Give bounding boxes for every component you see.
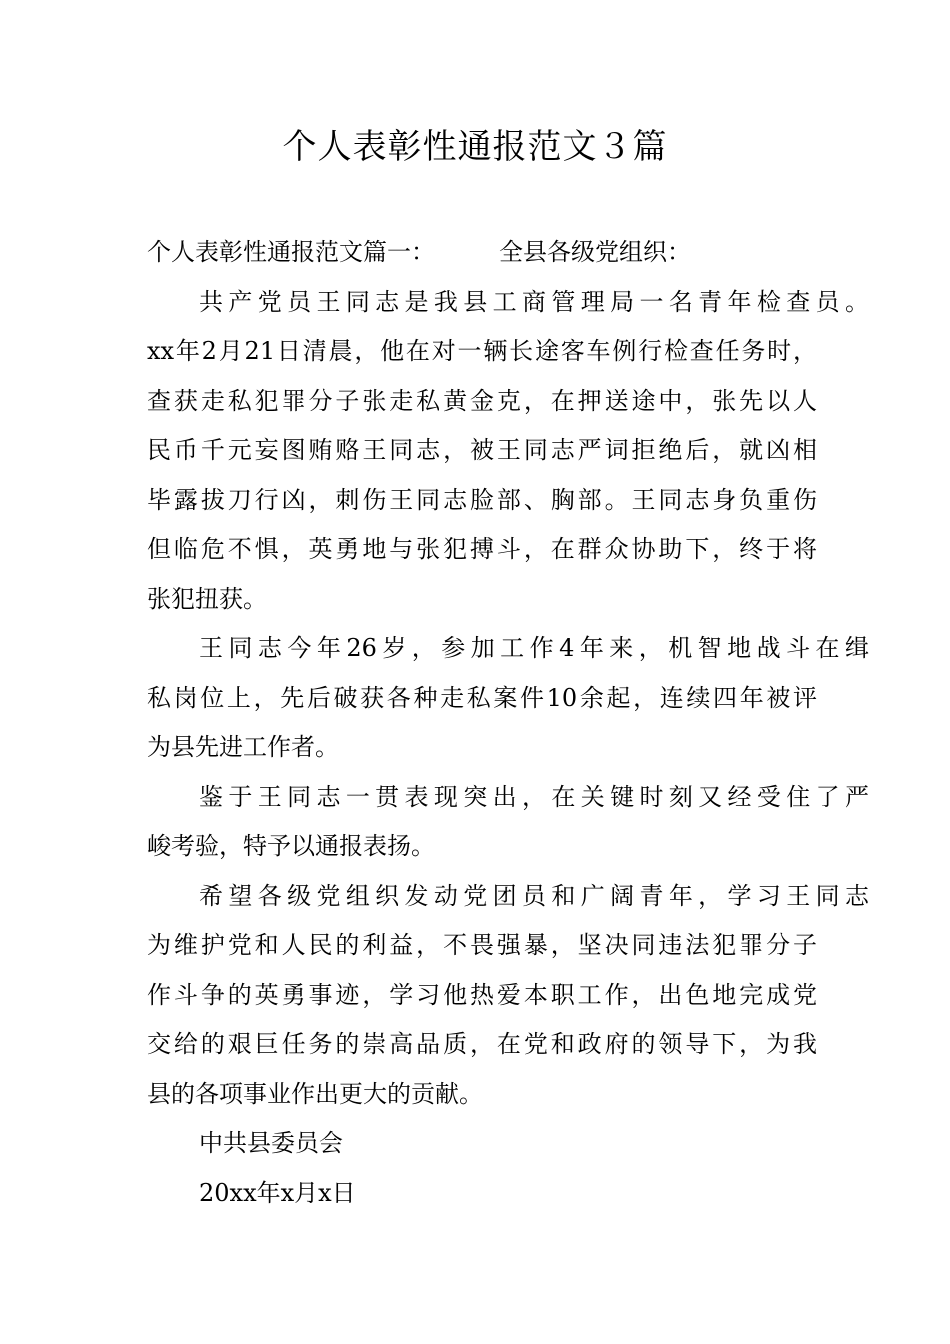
paragraph-1-line-2: xx年2月21日清晨，他在对一辆长途客车例行检查任务时， — [147, 337, 817, 365]
paragraph-4 — [147, 872, 869, 1120]
paragraph-3-line-1: 鉴于王同志一贯表现突出，在关键时刻又经受住了严 — [199, 782, 869, 811]
intro-heading: 个人表彰性通报范文篇一： — [147, 238, 435, 266]
signature-organization: 中共县委员会 — [199, 1129, 343, 1157]
intro-line — [147, 228, 817, 278]
document-title: 个人表彰性通报范文３篇 — [282, 127, 668, 167]
signature-date: 20xx年x月x日 — [199, 1178, 356, 1207]
paragraph-2 — [147, 624, 869, 773]
paragraph-4-line-5: 县的各项事业作出更大的贡献。 — [147, 1079, 483, 1108]
paragraph-2-line-1: 王同志今年26岁，参加工作4年来，机智地战斗在缉 — [199, 634, 869, 662]
document-body — [147, 228, 869, 1218]
paragraph-3 — [147, 773, 869, 872]
paragraph-1-line-1: 共产党员王同志是我县工商管理局一名青年检查员。 — [199, 287, 869, 316]
paragraph-3-line-2: 峻考验，特予以通报表扬。 — [147, 832, 435, 860]
paragraph-2-line-3: 为县先进工作者。 — [147, 733, 339, 761]
paragraph-2-line-2: 私岗位上，先后破获各种走私案件10余起，连续四年被评 — [147, 683, 817, 712]
paragraph-4-line-1: 希望各级党组织发动党团员和广阔青年，学习王同志 — [199, 881, 869, 910]
paragraph-4-line-4: 交给的艰巨任务的崇高品质，在党和政府的领导下，为我 — [147, 1030, 817, 1058]
paragraph-1-line-3: 查获走私犯罪分子张走私黄金克，在押送途中，张先以人 — [147, 386, 817, 415]
paragraph-4-line-3: 作斗争的英勇事迹，学习他热爱本职工作，出色地完成党 — [147, 980, 817, 1009]
paragraph-1-line-6: 但临危不惧，英勇地与张犯搏斗，在群众协助下，终于将 — [147, 535, 817, 563]
paragraph-1 — [147, 278, 869, 625]
paragraph-1-line-7: 张犯扭获。 — [147, 584, 267, 613]
salutation: 全县各级党组织： — [499, 238, 691, 266]
paragraph-1-line-5: 毕露拔刀行凶，刺伤王同志脸部、胸部。王同志身负重伤 — [147, 485, 817, 514]
paragraph-1-line-4: 民币千元妄图贿赂王同志，被王同志严词拒绝后，就凶相 — [147, 436, 817, 464]
paragraph-4-line-2: 为维护党和人民的利益，不畏强暴，坚决同违法犯罪分子 — [147, 931, 817, 959]
